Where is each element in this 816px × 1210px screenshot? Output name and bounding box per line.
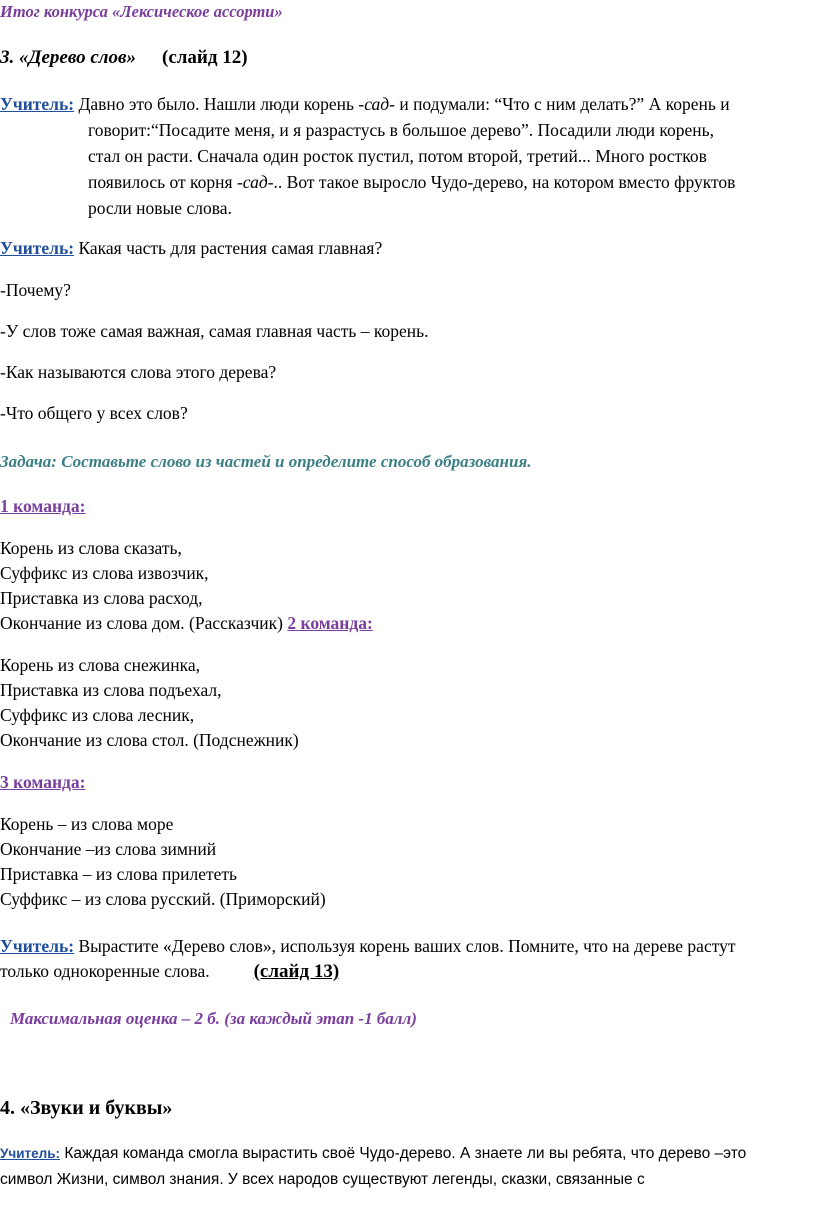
- paragraph-1-line-2: говорит:“Посадите меня, и я разрастусь в большое дерево”. Посадили люди корень,: [88, 120, 715, 140]
- statement-root: -У слов тоже самая важная, самая главная часть – корень.: [0, 321, 429, 341]
- grow-tree-line-1: Учитель: Вырастите «Дерево слов», используя корень ваших слов. Помните, что на дереве растут: [0, 936, 736, 956]
- team-2-line-4: Окончание из слова стол. (Подснежник): [0, 730, 299, 750]
- teacher-label: Учитель:: [0, 1146, 61, 1161]
- teacher-label: Учитель:: [0, 238, 75, 258]
- team-1-label: 1 команда:: [0, 496, 86, 516]
- paragraph-4-line-1: Учитель: Каждая команда смогла вырастить своё Чудо-дерево. А знаете ли вы ребята, что дерево –это: [0, 1145, 747, 1162]
- paragraph-1-line-4: появилось от корня -сад-.. Вот такое выросло Чудо-дерево, на котором вместо фруктов: [88, 172, 736, 192]
- section-3-slide: (слайд 12): [162, 47, 248, 68]
- team-1-line-1: Корень из слова сказать,: [0, 538, 182, 558]
- question-main: Учитель: Какая часть для растения самая главная?: [0, 238, 383, 258]
- team-3-line-2: Окончание –из слова зимний: [0, 839, 217, 859]
- section-3-heading: [0, 46, 248, 70]
- team-1-line-2: Суффикс из слова извозчик,: [0, 563, 209, 583]
- section-3-title: 3. «Дерево слов»: [0, 47, 137, 68]
- document-title: Итог конкурса «Лексическое ассорти»: [0, 2, 283, 21]
- team-3-label: 3 команда:: [0, 772, 86, 792]
- teacher-label: Учитель:: [0, 936, 75, 956]
- team-1-line-3: Приставка из слова расход,: [0, 588, 203, 608]
- team-1-line-4: Окончание из слова дом. (Рассказчик) 2 команда:: [0, 613, 373, 633]
- team-2-label: 2 команда:: [287, 613, 373, 633]
- teacher-label: Учитель:: [0, 94, 75, 114]
- slide-13-ref: (слайд 13): [253, 961, 340, 982]
- paragraph-1-line-3: стал он расти. Сначала один росток пустил, потом второй, третий... Много ростков: [88, 146, 707, 166]
- grow-tree-line-2: только однокоренные слова. (слайд 13): [0, 961, 340, 982]
- team-2-line-1: Корень из слова снежинка,: [0, 655, 200, 675]
- team-3-line-1: Корень – из слова море: [0, 814, 174, 834]
- paragraph-4-line-2: символ Жизни, символ знания. У всех народов существуют легенды, сказки, связанные с: [0, 1171, 645, 1188]
- team-2-line-3: Суффикс из слова лесник,: [0, 705, 195, 725]
- max-score-note: Максимальная оценка – 2 б. (за каждый этап -1 балл): [10, 1009, 417, 1028]
- paragraph-1-line-5: росли новые слова.: [88, 198, 232, 218]
- task-heading: Задача: Составьте слово из частей и определите способ образования.: [0, 452, 532, 471]
- question-why: -Почему?: [0, 280, 71, 300]
- question-name: -Как называются слова этого дерева?: [0, 362, 277, 382]
- team-3-line-4: Суффикс – из слова русский. (Приморский): [0, 889, 326, 909]
- paragraph-1-line-1: Учитель: Давно это было. Нашли люди корень -сад- и подумали: “Что с ним делать?” А корень и: [0, 94, 730, 114]
- team-3-line-3: Приставка – из слова прилететь: [0, 864, 238, 884]
- question-common: -Что общего у всех слов?: [0, 403, 188, 423]
- team-2-line-2: Приставка из слова подъехал,: [0, 680, 222, 700]
- section-4-heading: 4. «Звуки и буквы»: [0, 1097, 173, 1119]
